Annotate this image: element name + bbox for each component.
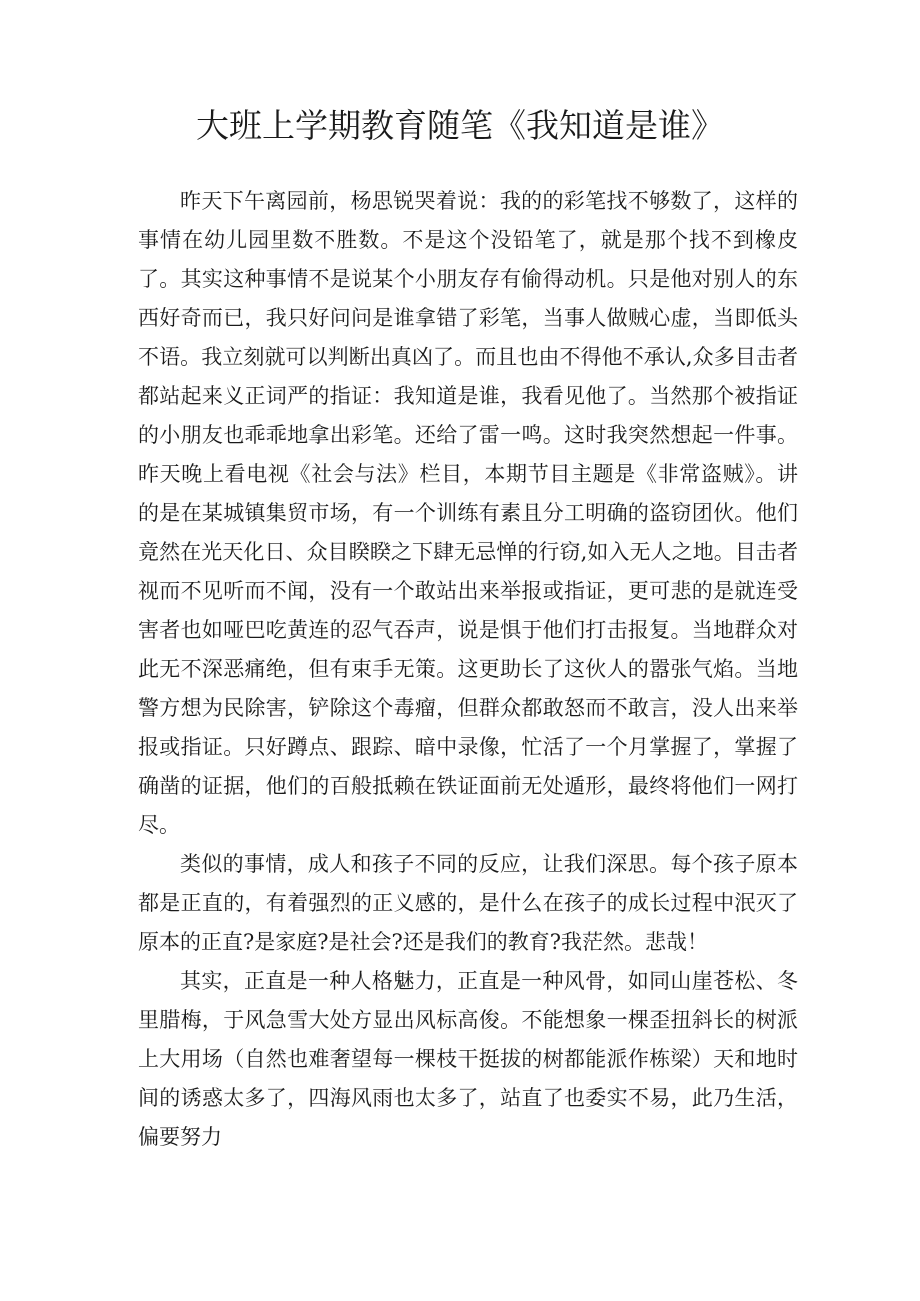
paragraph-2: 类似的事情，成人和孩子不同的反应，让我们深思。每个孩子原本都是正直的，有着强烈的正义感的，是什么在孩子的成长过程中泯灭了原本的正直?是家庭?是社会?还是我们的教育?我茫然。悲哉！ bbox=[138, 852, 798, 954]
document-title: 大班上学期教育随笔《我知道是谁》 bbox=[196, 106, 724, 145]
document-body bbox=[138, 182, 798, 1157]
paragraph-1: 昨天下午离园前，杨思锐哭着说：我的的彩笔找不够数了，这样的事情在幼儿园里数不胜数。不是这个没铅笔了，就是那个找不到橡皮了。其实这种事情不是说某个小朋友存有偷得动机。只是他对别人的东西好奇而已，我只好问问是谁拿错了彩笔，当事人做贼心虚，当即低头不语。我立刻就可以判断出真凶了。而且也由不得他不承认,众多目击者都站起来义正词严的指证：我知道是谁，我看见他了。当然那个被指证的小朋友也乖乖地拿出彩笔。还给了雷一鸣。这时我突然想起一件事。昨天晚上看电视《社会与法》栏目，本期节目主题是《非常盗贼》。讲的是在某城镇集贸市场，有一个训练有素且分工明确的盗窃团伙。他们竟然在光天化日、众目睽睽之下肆无忌惮的行窃,如入无人之地。目击者视而不见听而不闻，没有一个敢站出来举报或指证，更可悲的是就连受害者也如哑巴吃黄连的忍气吞声，说是惧于他们打击报复。当地群众对此无不深恶痛绝，但有束手无策。这更助长了这伙人的嚣张气焰。当地警方想为民除害，铲除这个毒瘤，但群众都敢怒而不敢言，没人出来举报或指证。只好蹲点、跟踪、暗中录像，忙活了一个月掌握了，掌握了确凿的证据，他们的百般抵赖在铁证面前无处遁形，最终将他们一网打尽。 bbox=[138, 189, 798, 837]
paragraph-3: 其实，正直是一种人格魅力，正直是一种风骨，如同山崖苍松、冬里腊梅，于风急雪大处方显出风标高俊。不能想象一棵歪扭斜长的树派上大用场（自然也难奢望每一棵枝干挺拔的树都能派作栋梁）天和地时间的诱惑太多了，四海风雨也太多了，站直了也委实不易，此乃生活，偏要努力 bbox=[138, 969, 798, 1149]
